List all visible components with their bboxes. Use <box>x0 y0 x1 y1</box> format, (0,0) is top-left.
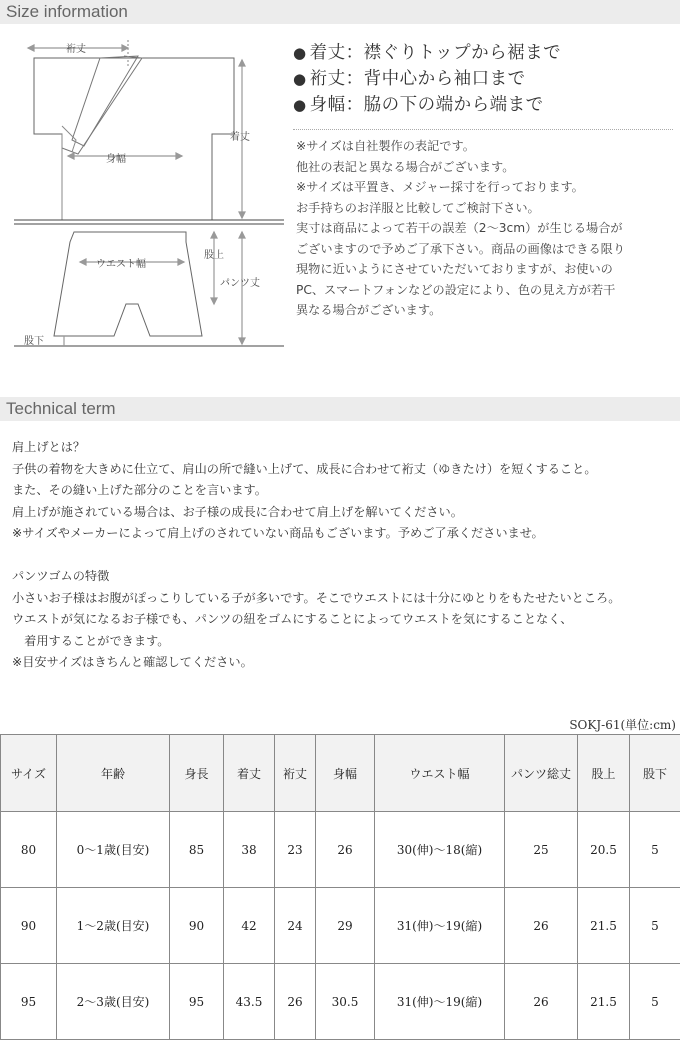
table-cell: 2〜3歳(目安) <box>57 964 170 1040</box>
note-line: 実寸は商品によって若干の誤差（2〜3cm）が生じる場合が <box>296 218 678 239</box>
table-cell: 31(伸)〜19(縮) <box>375 964 505 1040</box>
definition-kitake: ● 着丈：襟ぐりトップから裾まで <box>293 40 673 66</box>
table-row <box>1 888 680 964</box>
size-notes <box>296 136 678 321</box>
label-kitake: 着丈 <box>230 130 250 143</box>
table-cell: 95 <box>1 964 57 1040</box>
note-line: ございますので予めご了承下さい。商品の画像はできる限り <box>296 239 678 260</box>
table-cell: 30.5 <box>316 964 375 1040</box>
label-matashita: 股下 <box>24 335 44 347</box>
table-cell: 21.5 <box>578 888 630 964</box>
label-mihaba: 身幅 <box>106 152 126 165</box>
label-waist: ウエスト幅 <box>96 257 146 270</box>
technical-term-header: Technical term <box>0 397 680 421</box>
definition-mihaba: ● 身幅：脇の下の端から端まで <box>293 92 673 118</box>
gomu-line: ウエストが気になるお子様でも、パンツの紐をゴムにすることによってウエストを気にすることなく、 <box>12 609 672 631</box>
col-matagami: 股上 <box>578 735 630 812</box>
col-size: サイズ <box>1 735 57 812</box>
note-line: PC、スマートフォンなどの設定により、色の見え方が若干 <box>296 280 678 301</box>
table-cell: 5 <box>630 964 680 1040</box>
product-code: SOKJ-61(単位:cm) <box>569 716 676 733</box>
table-cell: 26 <box>316 812 375 888</box>
definition-yukitake: ● 裄丈：背中心から袖口まで <box>293 66 673 92</box>
gomu-line: ※目安サイズはきちんと確認してください。 <box>12 652 672 674</box>
gomu-line: 着用することができます。 <box>12 631 672 653</box>
table-cell: 43.5 <box>224 964 275 1040</box>
table-cell: 26 <box>505 964 578 1040</box>
size-information-header: Size information <box>0 0 680 24</box>
table-cell: 90 <box>170 888 224 964</box>
table-row <box>1 964 680 1040</box>
col-pants-length: パンツ総丈 <box>505 735 578 812</box>
kataage-line: また、その縫い上げた部分のことを言います。 <box>12 480 672 502</box>
note-line: 他社の表記と異なる場合がございます。 <box>296 157 678 178</box>
col-yukitake: 裄丈 <box>275 735 316 812</box>
table-cell: 85 <box>170 812 224 888</box>
col-matashita: 股下 <box>630 735 680 812</box>
table-cell: 1〜2歳(目安) <box>57 888 170 964</box>
table-cell: 26 <box>275 964 316 1040</box>
table-cell: 5 <box>630 812 680 888</box>
table-cell: 95 <box>170 964 224 1040</box>
technical-term-body <box>12 437 672 674</box>
note-line: 現物に近いようにさせていただいておりますが、お使いの <box>296 259 678 280</box>
col-age: 年齢 <box>57 735 170 812</box>
table-row <box>1 812 680 888</box>
col-waist: ウエスト幅 <box>375 735 505 812</box>
note-line: 異なる場合がございます。 <box>296 300 678 321</box>
table-cell: 38 <box>224 812 275 888</box>
size-table <box>0 734 680 1040</box>
gomu-line: 小さいお子様はお腹がぽっこりしている子が多いです。そこでウエストには十分にゆとりをもたせたいところ。 <box>12 588 672 610</box>
label-matagami: 股上 <box>204 248 224 261</box>
gomu-title: パンツゴムの特徴 <box>12 566 672 588</box>
table-cell: 42 <box>224 888 275 964</box>
kimono-size-diagram <box>14 36 284 354</box>
kataage-line: 肩上げが施されている場合は、お子様の成長に合わせて肩上げを解いてください。 <box>12 502 672 524</box>
col-kitake: 着丈 <box>224 735 275 812</box>
table-header-row <box>1 735 680 812</box>
table-cell: 30(伸)〜18(縮) <box>375 812 505 888</box>
measurement-definitions <box>293 40 673 118</box>
label-pants-length: パンツ丈 <box>220 276 260 289</box>
kataage-line: 子供の着物を大きめに仕立て、肩山の所で縫い上げて、成長に合わせて裄丈（ゆきたけ）を短くすること。 <box>12 459 672 481</box>
table-cell: 90 <box>1 888 57 964</box>
kataage-title: 肩上げとは？ <box>12 437 672 459</box>
table-cell: 21.5 <box>578 964 630 1040</box>
note-line: ※サイズは自社製作の表記です。 <box>296 136 678 157</box>
col-height: 身長 <box>170 735 224 812</box>
col-mihaba: 身幅 <box>316 735 375 812</box>
kataage-line: ※サイズやメーカーによって肩上げのされていない商品もございます。予めご了承くださいませ。 <box>12 523 672 545</box>
table-cell: 5 <box>630 888 680 964</box>
label-yukitake: 裄丈 <box>66 42 86 55</box>
table-cell: 29 <box>316 888 375 964</box>
note-line: お手持ちのお洋服と比較してご検討下さい。 <box>296 198 678 219</box>
table-cell: 0〜1歳(目安) <box>57 812 170 888</box>
table-cell: 20.5 <box>578 812 630 888</box>
divider <box>293 129 673 130</box>
table-cell: 80 <box>1 812 57 888</box>
table-cell: 25 <box>505 812 578 888</box>
table-cell: 23 <box>275 812 316 888</box>
table-cell: 26 <box>505 888 578 964</box>
table-cell: 24 <box>275 888 316 964</box>
note-line: ※サイズは平置き、メジャー採寸を行っております。 <box>296 177 678 198</box>
table-cell: 31(伸)〜19(縮) <box>375 888 505 964</box>
